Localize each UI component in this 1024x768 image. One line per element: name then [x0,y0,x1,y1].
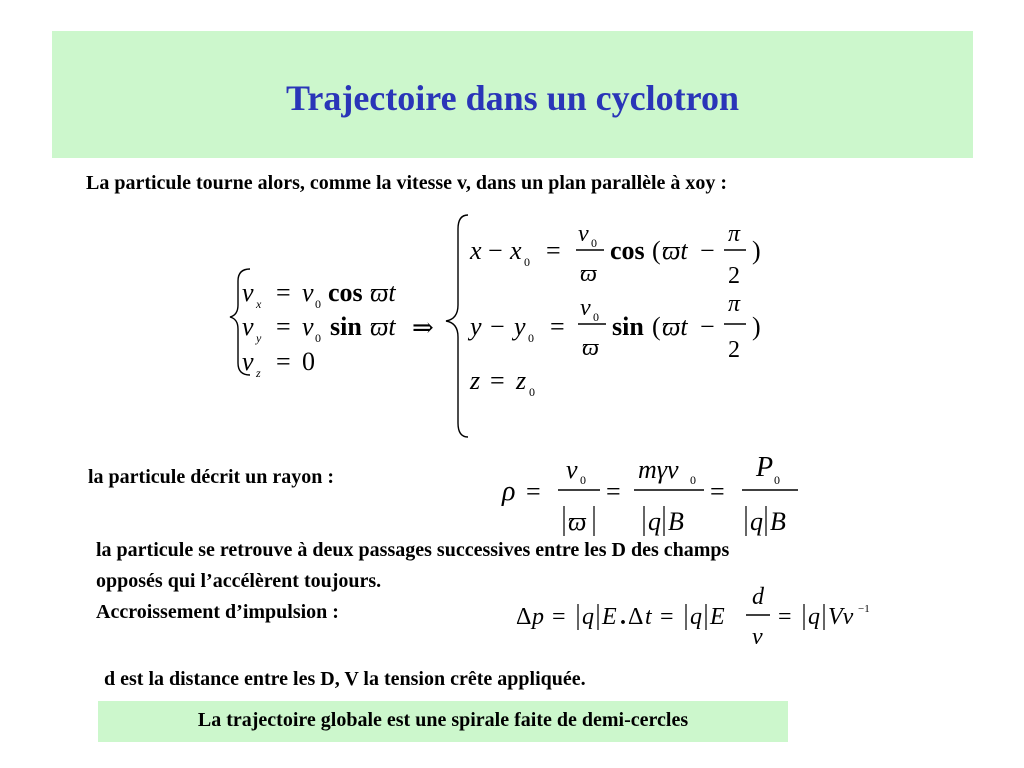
eq-x: x [470,236,482,265]
svg-text:0: 0 [580,473,586,487]
svg-text:ϖt: ϖt [370,312,396,341]
svg-text:P: P [756,452,774,483]
trajectory-equations [220,205,780,445]
impulse-text: Accroissement d’impulsion : [96,601,339,623]
svg-text:Δ: Δ [516,604,532,630]
svg-text:d: d [752,584,764,610]
svg-text:−: − [488,236,503,265]
svg-text:v: v [302,312,314,341]
eq-y: y [470,312,482,341]
eq-z: z [470,366,481,395]
svg-text:ϖ: ϖ [580,261,597,287]
svg-text:B: B [668,507,684,536]
svg-text:v: v [752,624,763,650]
svg-text:y: y [256,331,262,345]
svg-text:−: − [490,312,505,341]
distance-note: d est la distance entre les D, V la tension crête appliquée. [104,668,586,690]
svg-text:E: E [710,604,725,630]
svg-text:0: 0 [593,310,599,324]
svg-text:0: 0 [524,255,530,269]
svg-text:=: = [552,604,566,630]
svg-text:): ) [752,312,761,341]
svg-text:0: 0 [529,385,535,399]
svg-text:q: q [582,604,594,630]
svg-text:2: 2 [728,337,740,363]
svg-text:=: = [276,278,291,307]
svg-text:0: 0 [690,473,696,487]
svg-text:0: 0 [315,331,321,345]
svg-text:−: − [700,312,715,341]
svg-text:v: v [302,278,314,307]
svg-text:0: 0 [302,347,315,376]
svg-text:cos: cos [328,278,363,307]
svg-text:cos: cos [610,236,645,265]
svg-text:0: 0 [774,473,780,487]
svg-text:ϖ: ϖ [582,335,599,361]
svg-text:q: q [690,604,702,630]
svg-text:0: 0 [591,236,597,250]
svg-text:v: v [580,295,591,321]
svg-text:ϖt: ϖt [662,236,688,265]
eq-vx: v [242,278,254,307]
svg-text:=: = [550,312,565,341]
svg-text:mγv: mγv [638,455,679,484]
svg-text:=: = [710,477,725,506]
svg-text:z: z [516,366,527,395]
passage-line-1: la particule se retrouve à deux passages successives entre les D des champs [96,539,730,561]
svg-text:x: x [256,297,262,311]
conclusion-text: La trajectoire globale est une spirale faite de demi-cercles [197,709,689,731]
svg-text:0: 0 [528,331,534,345]
svg-text:z: z [256,366,261,380]
svg-text:ϖ: ϖ [568,507,587,536]
svg-text:v: v [566,455,578,484]
svg-text:=: = [490,366,505,395]
svg-text:ρ: ρ [502,476,516,507]
svg-text:2: 2 [728,263,740,289]
svg-text:sin: sin [330,312,362,341]
svg-text:E: E [602,604,617,630]
svg-text:Vv: Vv [828,604,854,630]
passage-line-2: opposés qui l’accélèrent toujours. [96,570,382,592]
svg-text:Δ: Δ [628,604,644,630]
svg-text:q: q [648,507,661,536]
eq-vz: v [242,347,254,376]
radius-text: la particule décrit un rayon : [88,466,335,488]
svg-text:=: = [276,312,291,341]
svg-text:): ) [752,236,761,265]
svg-text:=: = [778,604,792,630]
svg-text:=: = [526,477,541,506]
svg-text:=: = [546,236,561,265]
svg-text:=: = [276,347,291,376]
svg-text:−: − [700,236,715,265]
svg-text:v: v [578,221,589,247]
right-brace [446,215,468,437]
eq-vy: v [242,312,254,341]
svg-text:.: . [620,604,626,630]
svg-text:x: x [510,236,522,265]
svg-text:y: y [514,312,526,341]
intro-text: La particule tourne alors, comme la vitesse v, dans un plan parallèle à xoy : [86,172,728,194]
svg-text:q: q [808,604,820,630]
svg-text:ϖt: ϖt [370,278,396,307]
svg-text:=: = [660,604,674,630]
svg-text:(: ( [652,236,661,265]
svg-text:(: ( [652,312,661,341]
svg-text:π: π [728,221,741,247]
slide-title: Trajectoire dans un cyclotron [286,78,739,118]
svg-text:B: B [770,507,786,536]
svg-text:p: p [532,604,544,630]
implies-arrow: ⇒ [412,313,434,342]
impulse-formula [512,584,882,660]
svg-text:q: q [750,507,763,536]
svg-text:sin: sin [612,312,644,341]
svg-text:=: = [606,477,621,506]
svg-text:−1: −1 [858,603,870,615]
conclusion-box [98,701,788,742]
svg-text:π: π [728,291,741,317]
radius-formula [498,450,808,542]
svg-text:0: 0 [315,297,321,311]
title-box [52,31,973,158]
svg-text:ϖt: ϖt [662,312,688,341]
svg-text:t: t [645,604,652,630]
